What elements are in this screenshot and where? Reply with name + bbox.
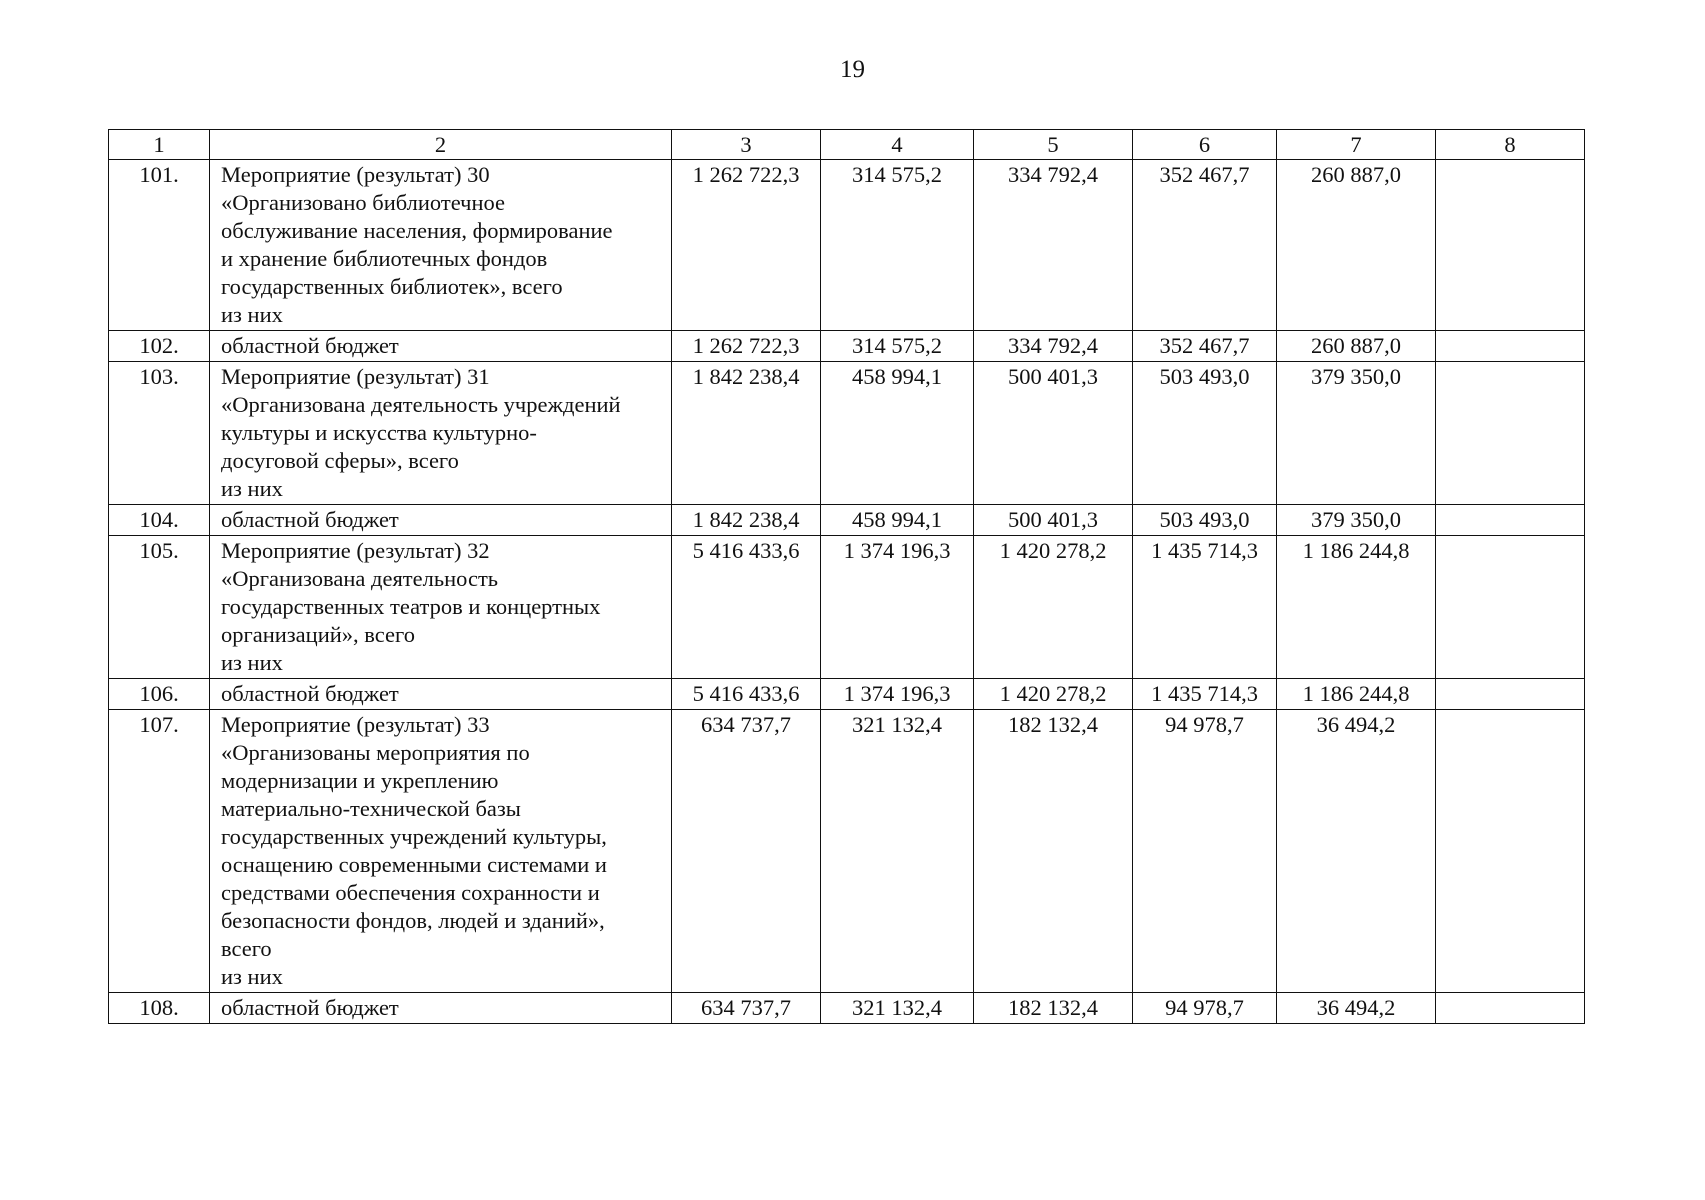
- header-col-4: 4: [821, 130, 974, 160]
- cell-col-8: [1436, 993, 1585, 1024]
- row-name: Мероприятие (результат) 32 «Организована деятельность государственных театров и концертных организаций», всего из них: [210, 536, 672, 679]
- table-row: [109, 993, 1585, 1024]
- cell-col-4: 321 132,4: [821, 710, 974, 993]
- cell-col-6: 503 493,0: [1133, 505, 1277, 536]
- table-row: [109, 160, 1585, 331]
- header-col-6: 6: [1133, 130, 1277, 160]
- row-name: областной бюджет: [210, 993, 672, 1024]
- cell-col-4: 321 132,4: [821, 993, 974, 1024]
- row-name: областной бюджет: [210, 331, 672, 362]
- cell-col-8: [1436, 331, 1585, 362]
- header-col-1: 1: [109, 130, 210, 160]
- cell-col-6: 352 467,7: [1133, 160, 1277, 331]
- page-number: 19: [840, 56, 865, 83]
- row-number: 101.: [109, 160, 210, 331]
- cell-col-8: [1436, 160, 1585, 331]
- cell-col-5: 1 420 278,2: [974, 679, 1133, 710]
- budget-table: [108, 129, 1585, 1024]
- header-col-3: 3: [672, 130, 821, 160]
- cell-col-4: 458 994,1: [821, 362, 974, 505]
- cell-col-3: 634 737,7: [672, 993, 821, 1024]
- table-row: [109, 331, 1585, 362]
- cell-col-6: 1 435 714,3: [1133, 679, 1277, 710]
- row-number: 103.: [109, 362, 210, 505]
- cell-col-6: 503 493,0: [1133, 362, 1277, 505]
- cell-col-7: 379 350,0: [1277, 505, 1436, 536]
- cell-col-5: 182 132,4: [974, 993, 1133, 1024]
- row-number: 102.: [109, 331, 210, 362]
- table-row: [109, 679, 1585, 710]
- row-number: 107.: [109, 710, 210, 993]
- table-row: [109, 362, 1585, 505]
- cell-col-5: 334 792,4: [974, 160, 1133, 331]
- cell-col-8: [1436, 505, 1585, 536]
- cell-col-7: 36 494,2: [1277, 710, 1436, 993]
- cell-col-4: 314 575,2: [821, 331, 974, 362]
- cell-col-7: 36 494,2: [1277, 993, 1436, 1024]
- cell-col-5: 182 132,4: [974, 710, 1133, 993]
- row-name: областной бюджет: [210, 505, 672, 536]
- cell-col-6: 352 467,7: [1133, 331, 1277, 362]
- cell-col-7: 1 186 244,8: [1277, 536, 1436, 679]
- cell-col-8: [1436, 679, 1585, 710]
- table-row: [109, 710, 1585, 993]
- row-name: Мероприятие (результат) 30 «Организовано библиотечное обслуживание населения, формирование и хранение библиотечных фондов государственных библиотек», всего из них: [210, 160, 672, 331]
- header-col-7: 7: [1277, 130, 1436, 160]
- cell-col-5: 500 401,3: [974, 505, 1133, 536]
- cell-col-4: 1 374 196,3: [821, 536, 974, 679]
- cell-col-3: 1 262 722,3: [672, 331, 821, 362]
- cell-col-5: 500 401,3: [974, 362, 1133, 505]
- cell-col-3: 1 262 722,3: [672, 160, 821, 331]
- row-number: 108.: [109, 993, 210, 1024]
- cell-col-6: 94 978,7: [1133, 993, 1277, 1024]
- header-col-8: 8: [1436, 130, 1585, 160]
- cell-col-8: [1436, 536, 1585, 679]
- table-header-row: [109, 130, 1585, 160]
- table-row: [109, 505, 1585, 536]
- cell-col-6: 94 978,7: [1133, 710, 1277, 993]
- cell-col-6: 1 435 714,3: [1133, 536, 1277, 679]
- row-name: областной бюджет: [210, 679, 672, 710]
- table-row: [109, 536, 1585, 679]
- cell-col-7: 260 887,0: [1277, 331, 1436, 362]
- cell-col-3: 5 416 433,6: [672, 536, 821, 679]
- cell-col-4: 1 374 196,3: [821, 679, 974, 710]
- row-name: Мероприятие (результат) 31 «Организована деятельность учреждений культуры и искусства культурно- досуговой сферы», всего из них: [210, 362, 672, 505]
- cell-col-4: 458 994,1: [821, 505, 974, 536]
- row-number: 106.: [109, 679, 210, 710]
- header-col-2: 2: [210, 130, 672, 160]
- row-number: 104.: [109, 505, 210, 536]
- cell-col-7: 260 887,0: [1277, 160, 1436, 331]
- cell-col-3: 1 842 238,4: [672, 505, 821, 536]
- cell-col-5: 334 792,4: [974, 331, 1133, 362]
- row-number: 105.: [109, 536, 210, 679]
- cell-col-7: 1 186 244,8: [1277, 679, 1436, 710]
- cell-col-8: [1436, 710, 1585, 993]
- cell-col-3: 634 737,7: [672, 710, 821, 993]
- cell-col-4: 314 575,2: [821, 160, 974, 331]
- cell-col-7: 379 350,0: [1277, 362, 1436, 505]
- row-name: Мероприятие (результат) 33 «Организованы мероприятия по модернизации и укреплению материально-технической базы государственных учреждений культуры, оснащению современными системами и средствами обеспечения сохранности и безопасности фондов, людей и зданий», всего из них: [210, 710, 672, 993]
- cell-col-3: 1 842 238,4: [672, 362, 821, 505]
- cell-col-5: 1 420 278,2: [974, 536, 1133, 679]
- header-col-5: 5: [974, 130, 1133, 160]
- cell-col-3: 5 416 433,6: [672, 679, 821, 710]
- cell-col-8: [1436, 362, 1585, 505]
